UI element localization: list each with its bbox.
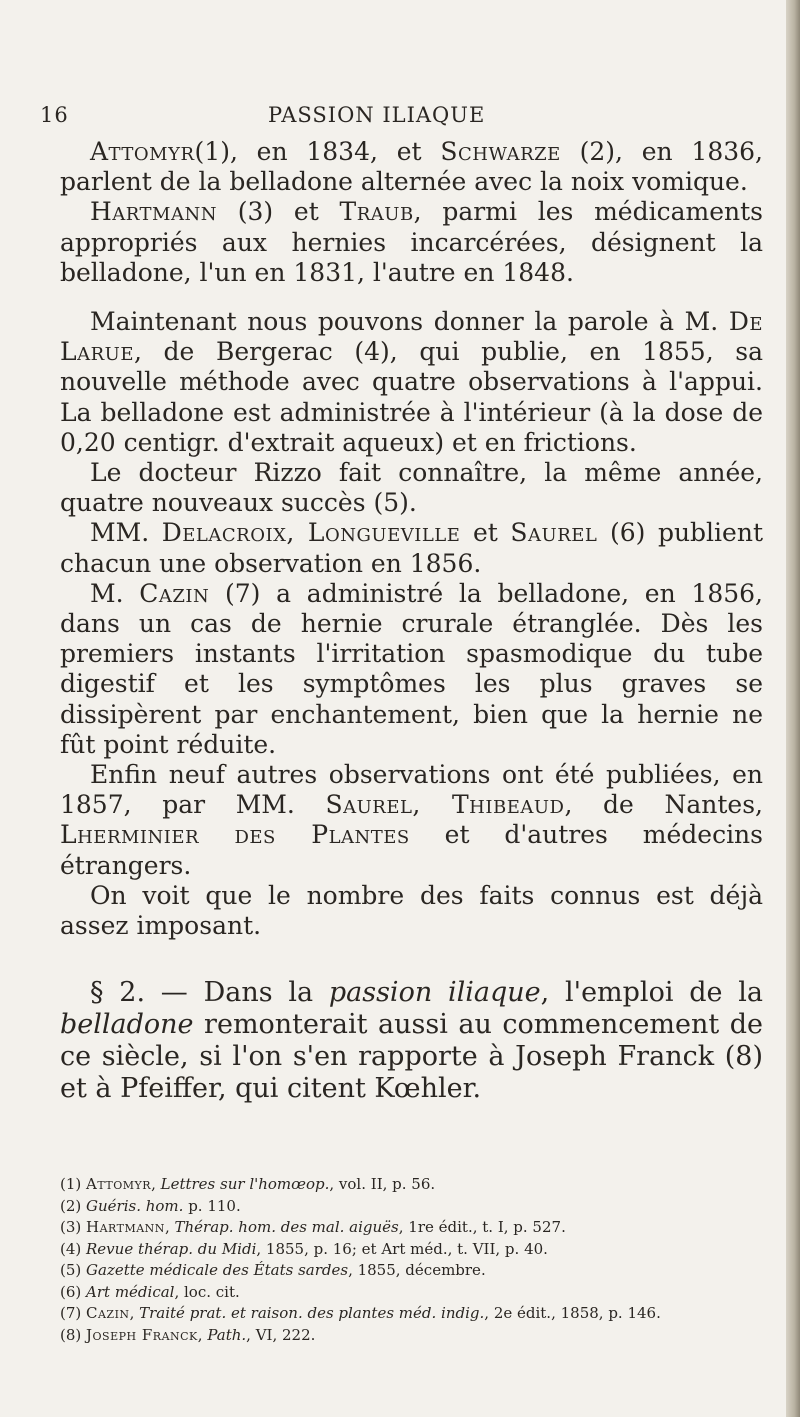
paragraph-attomyr — [60, 137, 763, 197]
author-name: Delacroix, Longueville — [161, 518, 461, 548]
author-name: Saurel, Thibeaud — [325, 790, 565, 820]
author-name: Hartmann — [90, 197, 217, 227]
footnote: (5) Gazette médicale des États sardes, 1855, décembre. — [60, 1261, 486, 1279]
running-header — [40, 103, 780, 131]
text-run: , parmi les médicaments appropriés aux hernies incarcérées, désignent la belladone, l'un en 1831, l'autre en 1848. — [60, 197, 763, 287]
paragraph-de-larue — [60, 307, 763, 458]
text-run: M. — [90, 578, 140, 608]
text-run: On voit que le nombre des faits connus est déjà assez imposant. — [60, 880, 763, 941]
text-run: (2), en 1836, parlent de la belladone alternée avec la noix vomique. — [60, 137, 763, 197]
text-run: (3) et — [216, 197, 340, 227]
paragraph-enfin — [60, 760, 763, 881]
footnote: (7) Cazin, Traité prat. et raison. des plantes méd. indig., 2e édit., 1858, p. 146. — [60, 1304, 661, 1322]
text-run: (1), en 1834, et — [194, 137, 441, 166]
running-title: PASSION ILIAQUE — [268, 103, 486, 127]
text-run: , de Bergerac (4), qui publie, en 1855, sa nouvelle méthode avec quatre observations à l'appui. La belladone est administrée à l'intérieur (à la dose de 0,20 centigr. d'extrait aqueux) et en frictions. — [60, 337, 763, 457]
text-run: § 2. — Dans la — [90, 977, 329, 1009]
text-run: , l'emploi de la — [540, 977, 763, 1009]
author-name: Lherminier des Plantes — [60, 820, 410, 850]
author-name: Attomyr — [90, 137, 195, 166]
author-name: Traub — [339, 197, 414, 227]
paragraph-on-voit — [60, 881, 763, 941]
paragraph-section-2 — [60, 977, 763, 1105]
text-run: , de Nantes, — [564, 790, 763, 820]
text-run: remonterait aussi au commencement de ce siècle, si l'on s'en rapporte à Joseph Franck (8) et à Pfeiffer, qui citent Kœhler. — [60, 1009, 763, 1105]
footnote: (2) Guéris. hom. p. 110. — [60, 1196, 241, 1215]
italic-term: passion iliaque — [328, 977, 541, 1009]
footnote: (3) Hartmann, Thérap. hom. des mal. aiguës, 1re édit., t. I, p. 527. — [60, 1218, 566, 1236]
text-run: (6) publient chacun une observation en 1856. — [60, 518, 763, 578]
page-edge — [786, 0, 800, 1417]
text-run: fait connaître, la même année, quatre nouveaux succès (5). — [60, 458, 763, 518]
author-name: Cazin — [139, 578, 210, 608]
paragraph-cazin — [60, 579, 763, 760]
paragraph-rizzo — [60, 458, 763, 518]
footnote: (4) Revue thérap. du Midi, 1855, p. 16; et Art méd., t. VII, p. 40. — [60, 1239, 548, 1258]
text-run: et — [460, 518, 511, 548]
author-name: De Larue — [60, 307, 763, 367]
page-number: 16 — [40, 103, 69, 127]
text-run: et d'autres médecins étrangers. — [60, 820, 763, 880]
paragraph-hartmann — [60, 197, 763, 288]
text-run: Le docteur — [90, 458, 254, 488]
author-name: Saurel — [510, 518, 598, 548]
italic-term: belladone — [60, 1009, 194, 1041]
text-run: MM. — [90, 518, 162, 548]
text-run: Enfin neuf autres observations ont été publiées, en 1857, par MM. — [60, 760, 763, 820]
author-name: Rizzo — [253, 458, 322, 488]
body-text — [60, 137, 763, 1105]
footnote: (1) Attomyr, Lettres sur l'homœop., vol. II, p. 56. — [60, 1175, 436, 1193]
author-name: Schwarze — [440, 137, 561, 166]
paragraph-delacroix — [60, 518, 763, 578]
text-run: Maintenant nous pouvons donner la parole à M. — [90, 307, 729, 337]
text-run: (7) a administré la belladone, en 1856, dans un cas de hernie crurale étranglée. Dès les premiers instants l'irritation spasmodique du tube digestif et les symptômes les plus graves se dissipèrent par enchantement, bien que la hernie ne fût point réduite. — [60, 578, 763, 759]
footnotes — [60, 1174, 763, 1346]
footnote: (8) Joseph Franck, Path., VI, 222. — [60, 1325, 316, 1344]
footnote: (6) Art médical, loc. cit. — [60, 1282, 240, 1301]
